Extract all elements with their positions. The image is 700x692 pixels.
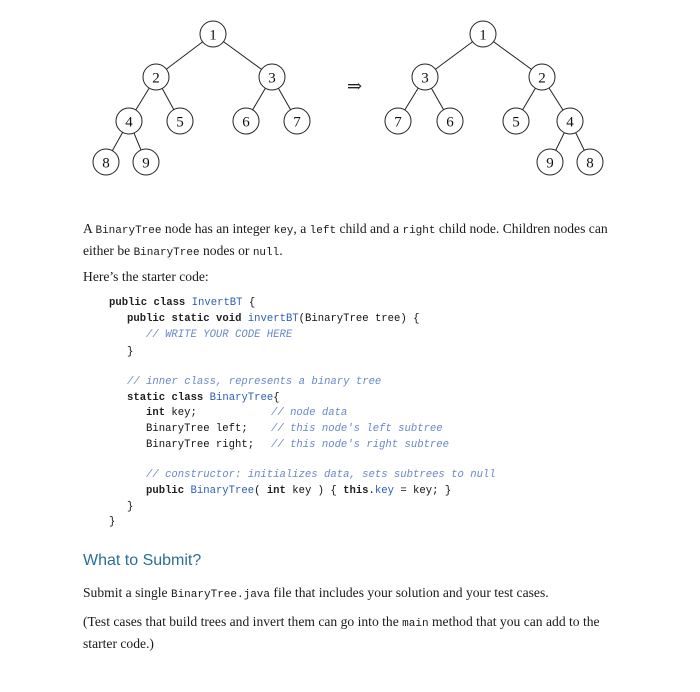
- tree-node: [437, 108, 463, 134]
- svg-text:3: 3: [421, 70, 429, 87]
- tree-node: [143, 64, 169, 90]
- starter-code-label: Here’s the starter code:: [83, 269, 209, 284]
- svg-text:1: 1: [209, 27, 217, 44]
- svg-text:3: 3: [268, 70, 276, 87]
- test-cases-note: (Test cases that build trees and invert them can go into the main method that you can add to the starter code.): [83, 614, 600, 651]
- inline-code: right: [402, 225, 436, 237]
- transform-arrow: ⇒: [347, 76, 363, 96]
- right-tree: [385, 21, 603, 175]
- svg-text:5: 5: [512, 114, 520, 131]
- code-line: static class BinaryTree{: [127, 392, 280, 404]
- code-line: BinaryTree right;: [146, 439, 255, 451]
- svg-text:4: 4: [566, 114, 574, 131]
- code-line: public static void invertBT(BinaryTree tree) {: [127, 313, 420, 325]
- inline-code: BinaryTree: [95, 225, 162, 237]
- tree-node: [412, 64, 438, 90]
- svg-text:5: 5: [176, 114, 184, 131]
- inline-code: BinaryTree: [133, 247, 200, 259]
- code-line: }: [109, 516, 116, 528]
- svg-text:2: 2: [538, 70, 546, 87]
- tree-node: [470, 21, 496, 47]
- svg-text:7: 7: [293, 114, 301, 131]
- svg-text:9: 9: [142, 155, 150, 172]
- submit-paragraph: Submit a single BinaryTree.java file that includes your solution and your test cases.: [83, 585, 549, 601]
- code-line: public BinaryTree( int key ) { this.key = key; }: [146, 485, 452, 497]
- inline-code: BinaryTree.java: [170, 589, 271, 601]
- tree-node: [167, 108, 193, 134]
- left-tree: [93, 21, 310, 175]
- svg-text:1: 1: [479, 27, 487, 44]
- code-comment: // this node's left subtree: [271, 423, 443, 435]
- tree-node: [259, 64, 285, 90]
- tree-node: [557, 108, 583, 134]
- inline-code: left: [309, 225, 337, 237]
- tree-node: [537, 149, 563, 175]
- code-comment: // this node's right subtree: [271, 439, 450, 451]
- tree-node: [284, 108, 310, 134]
- code-line: }: [127, 501, 134, 513]
- code-comment: // WRITE YOUR CODE HERE: [146, 329, 293, 341]
- tree-node: [233, 108, 259, 134]
- tree-node: [133, 149, 159, 175]
- code-comment: // inner class, represents a binary tree: [127, 376, 382, 388]
- code-line: BinaryTree left;: [146, 423, 248, 435]
- tree-node: [503, 108, 529, 134]
- code-comment: // node data: [271, 407, 348, 419]
- svg-text:8: 8: [102, 155, 110, 172]
- svg-text:6: 6: [446, 114, 454, 131]
- svg-text:4: 4: [125, 114, 133, 131]
- tree-inversion-figure: [0, 0, 700, 195]
- code-comment: // constructor: initializes data, sets subtrees to null: [146, 469, 496, 481]
- inline-code: null: [252, 247, 280, 259]
- inline-code: key: [273, 225, 294, 237]
- tree-node: [116, 108, 142, 134]
- code-line: int key;: [146, 407, 197, 419]
- tree-node: [577, 149, 603, 175]
- svg-text:9: 9: [546, 155, 554, 172]
- svg-text:7: 7: [394, 114, 402, 131]
- tree-node: [93, 149, 119, 175]
- svg-text:2: 2: [152, 70, 160, 87]
- svg-text:6: 6: [242, 114, 250, 131]
- inline-code: main: [402, 618, 429, 630]
- code-line: }: [127, 346, 134, 358]
- svg-text:8: 8: [586, 155, 594, 172]
- section-heading: What to Submit?: [83, 552, 202, 569]
- tree-node: [529, 64, 555, 90]
- tree-node: [385, 108, 411, 134]
- intro-paragraph: A BinaryTree node has an integer key, a left child and a right child node. Children nodes can either be BinaryTree nodes or null.: [83, 221, 608, 259]
- code-line: public class InvertBT {: [109, 297, 256, 309]
- tree-node: [200, 21, 226, 47]
